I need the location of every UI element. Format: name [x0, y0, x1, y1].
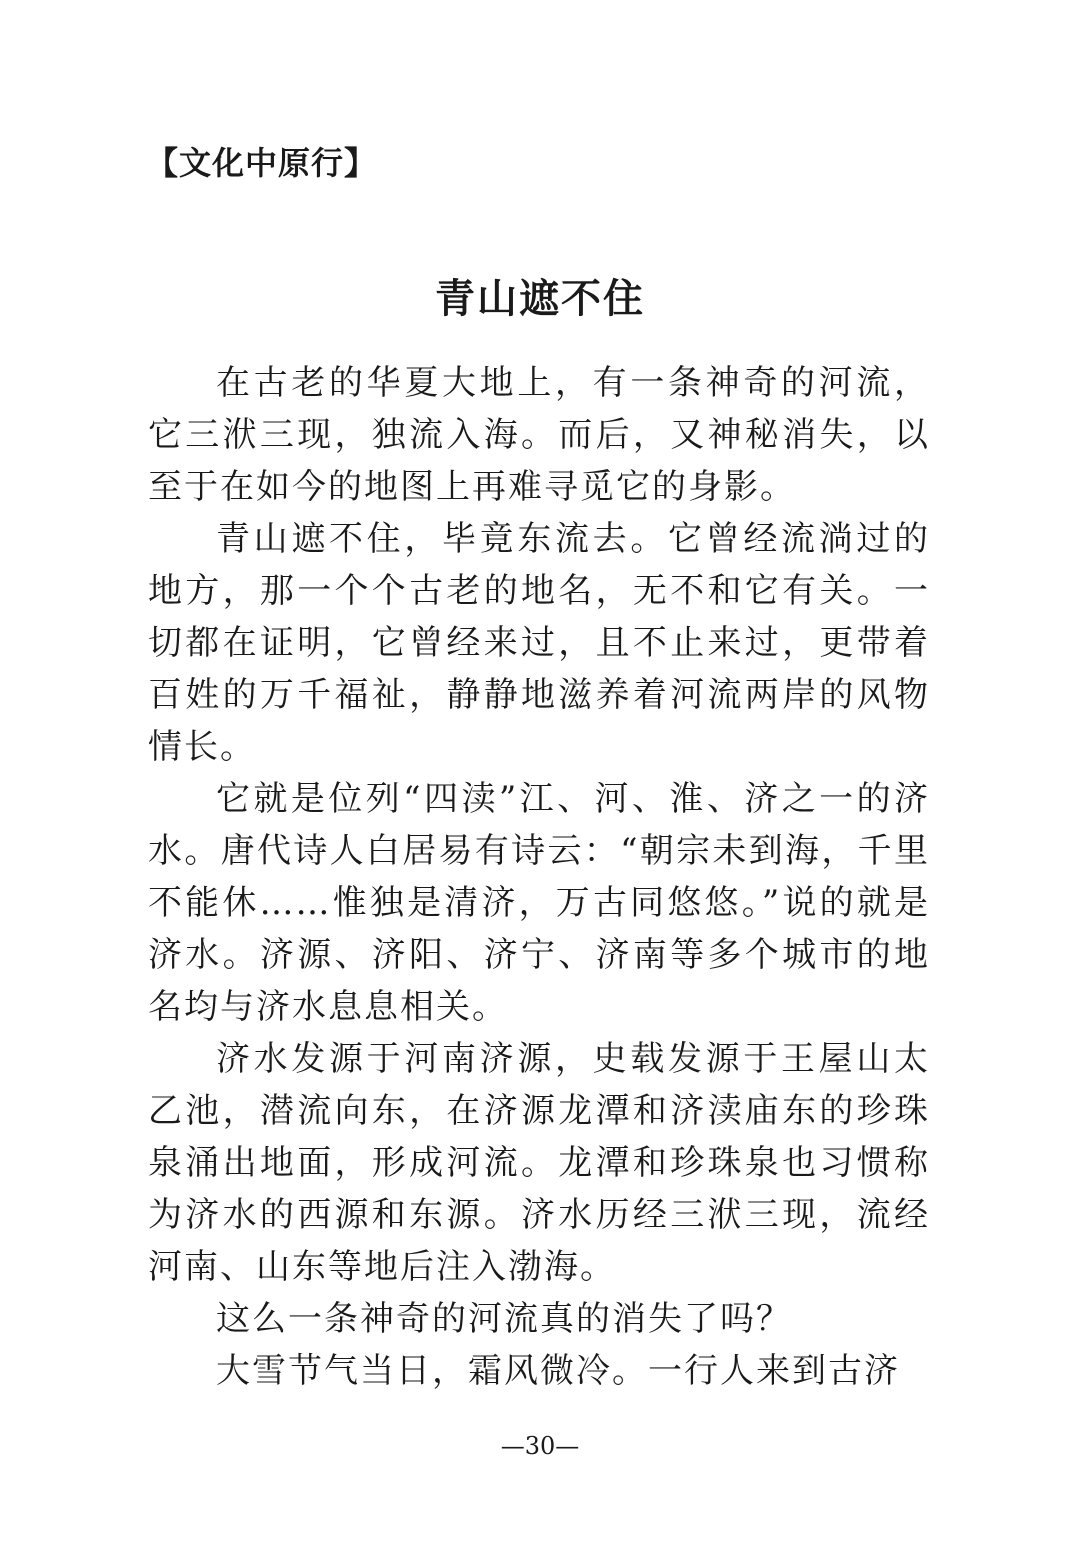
paragraph: 青山遮不住，毕竟东流去。它曾经流淌过的地方，那一个个古老的地名，无不和它有关。一切都在证明，它曾经来过，且不止来过，更带着百姓的万千福祉，静静地滋养着河流两岸的风物情长。	[148, 519, 930, 767]
paragraph: 它就是位列“四渎”江、河、淮、济之一的济水。唐代诗人白居易有诗云：“朝宗未到海，千里不能休……惟独是清济，万古同悠悠。”说的就是济水。济源、济阳、济宁、济南等多个城市的地名均与济水息息相关。	[148, 779, 930, 1027]
section-tag: 【文化中原行】	[146, 144, 378, 182]
paragraph: 济水发源于河南济源，史载发源于王屋山太乙池，潜流向东，在济源龙潭和济渎庙东的珍珠泉涌出地面，形成河流。龙潭和珍珠泉也习惯称为济水的西源和东源。济水历经三洑三现，流经河南、山东等地后注入渤海。	[148, 1039, 930, 1287]
paragraph: 大雪节气当日，霜风微冷。一行人来到古济	[216, 1351, 900, 1391]
article-title: 青山遮不住	[435, 274, 645, 322]
page-number: —30—	[500, 1432, 580, 1460]
paragraph: 这么一条神奇的河流真的消失了吗？	[216, 1299, 792, 1339]
article-body	[148, 357, 930, 1397]
paragraph: 在古老的华夏大地上，有一条神奇的河流，它三洑三现，独流入海。而后，又神秘消失，以至于在如今的地图上再难寻觅它的身影。	[148, 363, 930, 507]
